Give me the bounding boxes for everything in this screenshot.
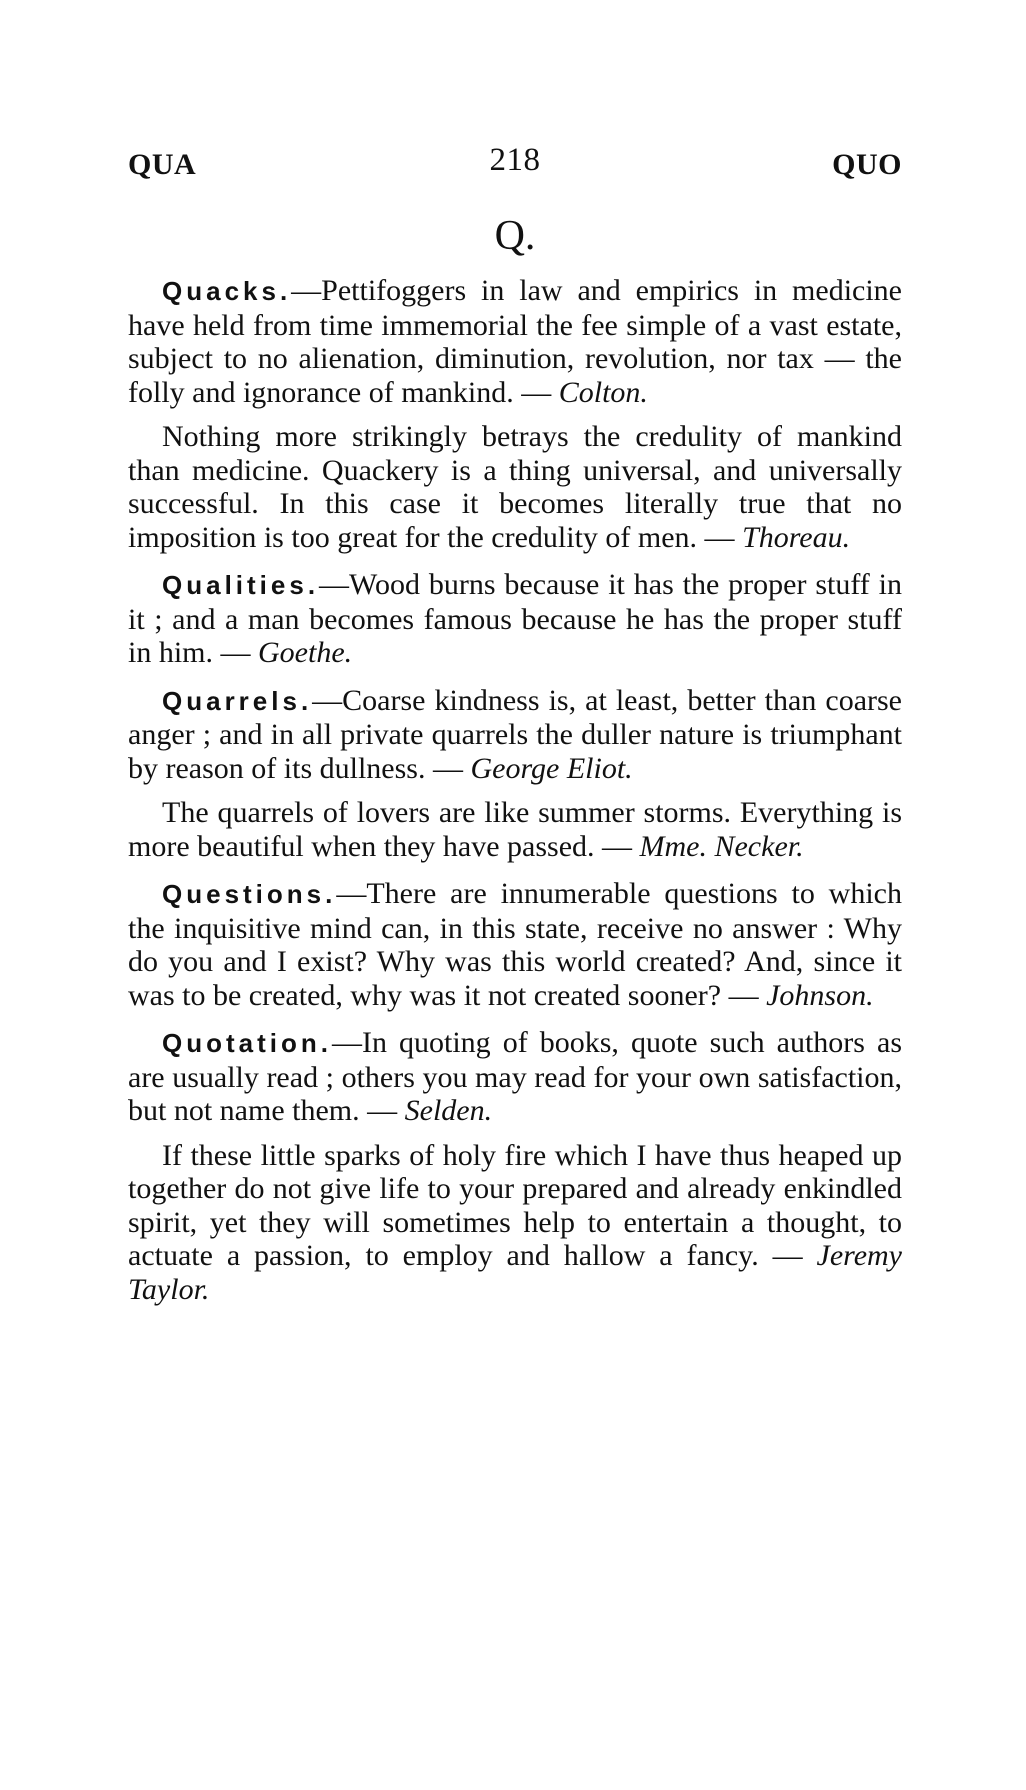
- author-name: Johnson.: [766, 978, 874, 1012]
- quotation-text: If these little sparks of holy fire which I have thus heaped up together do not give life to your prepared and already enkindled spirit, yet they will sometimes help to entertain a thought, to actuate a passion, to employ and hallow a fancy. —: [128, 1138, 902, 1272]
- quotation-paragraph: [128, 796, 902, 863]
- dash: —: [291, 274, 322, 307]
- dash: —: [319, 568, 350, 601]
- author-name: Colton.: [558, 375, 648, 409]
- entry-qualities: [128, 568, 902, 670]
- quotation-paragraph: [128, 568, 902, 670]
- quotation-paragraph: [128, 420, 902, 554]
- quotation-text: The quarrels of lovers are like summer storms. Everything is more beautiful when they have passed. —: [128, 796, 902, 863]
- quotation-text: Nothing more strikingly betrays the credulity of mankind than medicine. Quackery is a thing universal, and universally successful. In this case it becomes literally true that no imposition is too great for the credulity of men. —: [128, 420, 902, 554]
- quotation-text: Pettifoggers in law and empirics in medicine have held from time immemorial the fee simple of a vast estate, subject to no alienation, diminution, revolution, nor tax — the folly and ignorance of mankind. —: [128, 274, 902, 409]
- author-name: Selden.: [404, 1094, 493, 1127]
- quotation-paragraph: [128, 1026, 902, 1128]
- quotation-text: There are innumerable questions to which the inquisitive mind can, in this state, receive no answer : Why do you and I exist? Why was this world created? And, since it was to be created, why was it not created sooner? —: [128, 877, 902, 1012]
- page-number: 218: [489, 142, 541, 178]
- header-left-catchword: QUA: [128, 148, 197, 181]
- entry-quacks: [128, 274, 902, 554]
- author-name: Goethe.: [258, 636, 353, 669]
- quotation-paragraph: [128, 877, 902, 1012]
- quotation-text: In quoting of books, quote such authors as are usually read ; others you may read for your own satisfaction, but not name them. —: [128, 1026, 902, 1127]
- header-right-catchword: QUO: [832, 148, 902, 181]
- entry-quarrels: [128, 684, 902, 864]
- entry-heading: Quotation.: [162, 1028, 332, 1058]
- section-letter: Q.: [494, 213, 536, 259]
- author-name: George Eliot.: [470, 751, 633, 785]
- author-name: Mme. Necker.: [639, 829, 804, 863]
- quotation-paragraph: [128, 684, 902, 786]
- quotation-paragraph: [128, 274, 902, 409]
- entry-questions: [128, 877, 902, 1012]
- dash: —: [331, 1026, 362, 1059]
- dash: —: [336, 877, 367, 910]
- running-header: [128, 132, 902, 182]
- book-page: [128, 132, 902, 1320]
- quotation-text: Coarse kindness is, at least, better than coarse anger ; and in all private quarrels the duller nature is triumphant by reason of its dullness. —: [128, 683, 902, 785]
- dash: —: [312, 683, 343, 717]
- author-name: Jeremy Taylor.: [128, 1239, 902, 1306]
- entry-heading: Quarrels.: [162, 685, 313, 716]
- quotation-paragraph: [128, 1139, 902, 1307]
- author-name: Thoreau.: [742, 520, 851, 554]
- entry-heading: Questions.: [162, 879, 337, 909]
- entry-heading: Qualities.: [162, 570, 320, 600]
- entry-quotation: [128, 1026, 902, 1306]
- quotation-text: Wood burns because it has the proper stuff in it ; and a man becomes famous because he has the proper stuff in him. —: [128, 568, 902, 669]
- entry-heading: Quacks.: [162, 276, 292, 306]
